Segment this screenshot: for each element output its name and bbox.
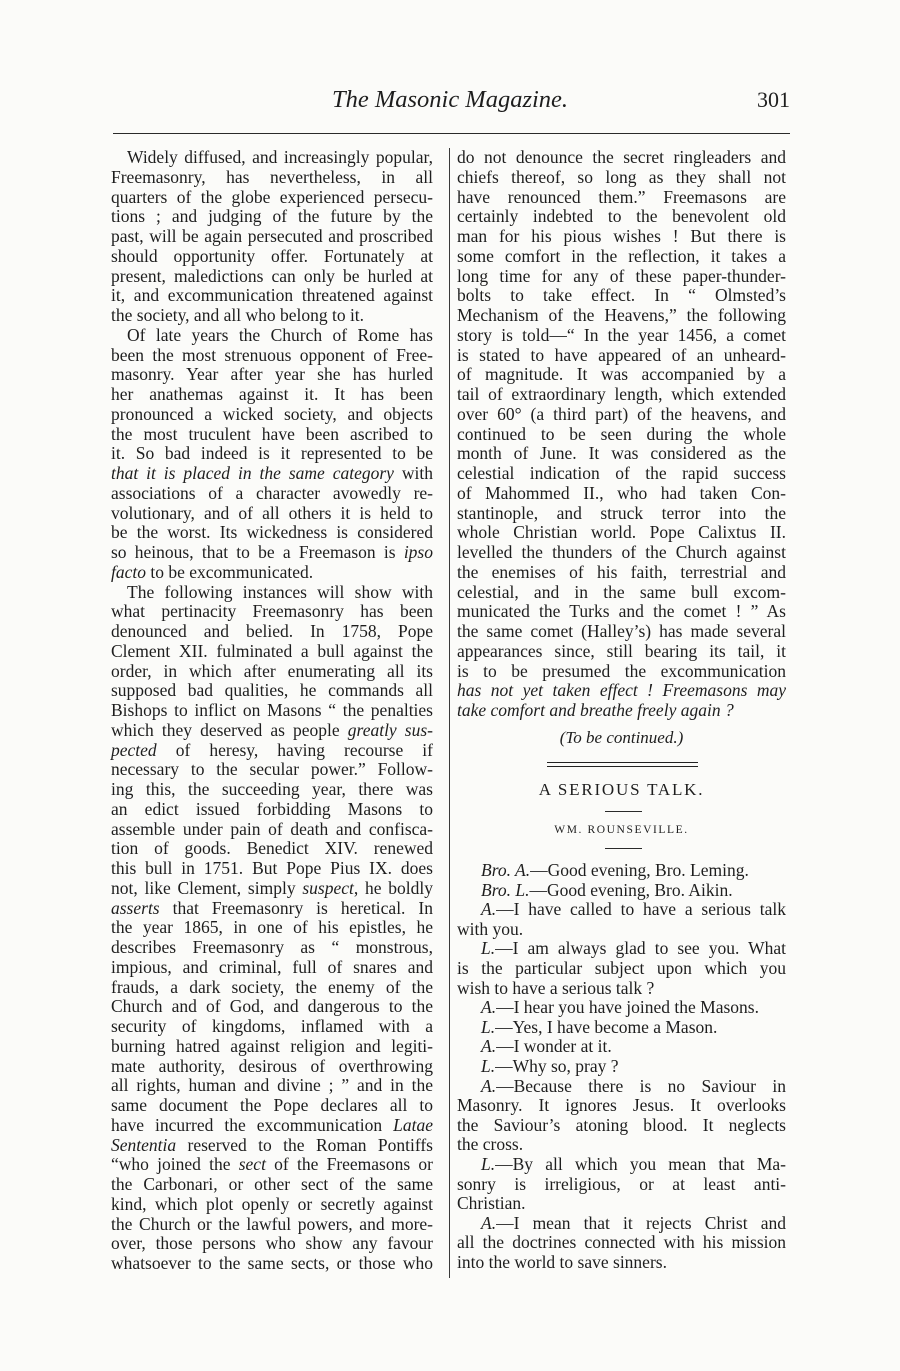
text-line	[111, 1234, 433, 1254]
text-run: have renounced them.” Freemasons are	[457, 186, 786, 207]
text-run: Bishops to inflict on Masons “ the penalties	[111, 700, 433, 720]
text-run: Clement XII. fulminated a bull against the	[111, 640, 433, 661]
text-line	[457, 267, 786, 287]
text-line	[111, 958, 433, 978]
text-line	[111, 1175, 433, 1195]
text-run: with you.	[457, 918, 524, 939]
paragraph	[457, 1037, 786, 1057]
text-run: Freemasonry, has nevertheless, in all	[111, 166, 433, 187]
text-run: sonry is irreligious, or at least anti-	[457, 1173, 786, 1194]
italic-run: A.	[481, 1075, 497, 1096]
text-run: celestial indication of the rapid success	[457, 463, 786, 483]
text-line	[111, 207, 433, 227]
text-line	[457, 148, 786, 168]
italic-run: A.	[481, 997, 497, 1018]
text-run: this bull in 1751. But Pope Pius IX. does	[111, 858, 433, 878]
text-line	[457, 622, 786, 642]
right-column-continuation	[457, 148, 786, 721]
italic-run: Latae	[393, 1114, 433, 1135]
text-run: —I have called to have a serious talk	[496, 899, 786, 920]
text-run: volutionary, and of all others it is held to	[111, 502, 433, 523]
text-line	[111, 1254, 433, 1274]
text-line	[111, 306, 433, 326]
paragraph	[457, 148, 786, 721]
text-line	[111, 1057, 433, 1077]
italic-run: sect	[238, 1154, 266, 1175]
text-run: quarters of the globe experienced persecu-	[111, 186, 433, 207]
italic-run: L.	[481, 938, 496, 959]
text-run: Masonry. It ignores Jesus. It overlooks	[457, 1095, 786, 1116]
paragraph	[111, 148, 433, 326]
text-line	[457, 1233, 786, 1253]
paragraph	[457, 881, 786, 901]
paragraph	[457, 1214, 786, 1273]
text-line	[111, 168, 433, 188]
text-line	[111, 760, 433, 780]
text-line	[457, 861, 786, 881]
italic-run: asserts	[111, 897, 160, 918]
paragraph	[111, 326, 433, 583]
text-run: whole Christian world. Pope Calixtus II.	[457, 522, 786, 543]
text-run: man for his pious wishes ! But there is	[457, 226, 786, 246]
text-run: masonry. Year after year she has hurled	[111, 364, 433, 385]
text-run: associations of a character avowedly re-	[111, 482, 433, 503]
text-run: is stated to have appeared of an unheard-	[457, 344, 786, 365]
text-run: is the particular subject upon which you	[457, 957, 786, 978]
text-run: —I wonder at it.	[496, 1036, 612, 1057]
author-rule	[605, 848, 642, 849]
text-line	[111, 227, 433, 247]
text-line	[111, 879, 433, 899]
text-line	[111, 800, 433, 820]
text-line	[111, 286, 433, 306]
text-line	[457, 207, 786, 227]
column-divider	[449, 148, 450, 1278]
text-run: supposed bad qualities, he commands all	[111, 680, 433, 701]
text-run: some comfort in the reflection, it takes a	[457, 245, 786, 266]
italic-run: has not yet taken effect ! Freemasons may	[457, 680, 786, 701]
paragraph	[457, 1155, 786, 1214]
text-run: an edict issued forbidding Masons to	[111, 798, 433, 819]
text-run: the enemises of his faith, terrestrial and	[457, 561, 786, 582]
text-run: the year 1865, in one of his epistles, he	[111, 917, 433, 938]
text-run: burning hatred against religion and legiti-	[111, 1035, 433, 1056]
paragraph	[457, 998, 786, 1018]
text-line	[111, 1096, 433, 1116]
text-run: not, like Clement, simply	[111, 877, 303, 898]
text-run: the most truculent have been ascribed to	[111, 423, 433, 444]
text-run: —Why so, pray ?	[495, 1055, 619, 1076]
text-line	[457, 326, 786, 346]
text-run: —I mean that it rejects Christ and	[496, 1212, 786, 1233]
text-run: pronounced a wicked society, and objects	[111, 403, 433, 424]
text-line	[111, 405, 433, 425]
paragraph	[111, 583, 433, 1274]
article-title: A SERIOUS TALK.	[538, 780, 705, 799]
text-line	[111, 563, 433, 583]
text-run: month of June. It was considered as the	[457, 443, 786, 464]
text-run: , he boldly	[353, 877, 433, 898]
text-line	[457, 1018, 786, 1038]
text-line	[111, 662, 433, 682]
text-line	[457, 602, 786, 622]
text-line	[111, 1155, 433, 1175]
text-line	[111, 385, 433, 405]
paragraph	[457, 861, 786, 881]
text-line	[457, 444, 786, 464]
left-column	[111, 148, 433, 1274]
text-run: Mechanism of the Heavens,” the following	[457, 305, 786, 325]
text-line	[457, 662, 786, 682]
text-line	[111, 1215, 433, 1235]
text-run: it. So bad indeed is it represented to be	[111, 443, 433, 464]
text-line	[111, 701, 433, 721]
text-run: same document the Pope declares all to	[111, 1095, 433, 1115]
text-run: the Church or the lawful powers, and more-	[111, 1213, 433, 1234]
text-run: do not denounce the secret ringleaders and	[457, 147, 786, 167]
text-line	[457, 1175, 786, 1195]
text-run: with	[393, 463, 433, 483]
text-line	[457, 168, 786, 188]
text-run: Church and of God, and dangerous to the	[111, 996, 433, 1017]
italic-run: Bro. L.	[481, 879, 530, 900]
text-run: stantinople, and struck terror into the	[457, 502, 786, 523]
running-title: The Masonic Magazine.	[331, 86, 569, 113]
text-run: present, maledictions can only be hurled at	[111, 265, 433, 286]
text-line	[457, 979, 786, 999]
text-run: levelled the thunders of the Church against	[457, 542, 786, 562]
text-line	[457, 1037, 786, 1057]
text-run: security of kingdoms, inflamed with a	[111, 1016, 433, 1036]
text-line	[457, 464, 786, 484]
text-line	[111, 1037, 433, 1057]
text-line	[111, 1076, 433, 1096]
text-run: to be excommunicated.	[146, 561, 314, 582]
text-line	[111, 1136, 433, 1156]
text-line	[111, 188, 433, 208]
text-line	[111, 1195, 433, 1215]
text-line	[111, 365, 433, 385]
article-dialogue	[457, 861, 786, 1272]
text-run: tions ; and judging of the future by the	[111, 206, 433, 227]
text-line	[111, 425, 433, 445]
text-run: Widely diffused, and increasingly popular,	[127, 147, 433, 167]
text-line	[457, 247, 786, 267]
text-run: the Saviour’s atoning blood. It neglects	[457, 1114, 786, 1135]
double-rule-divider	[547, 762, 698, 767]
text-line	[457, 563, 786, 583]
text-run: over, those persons who show any favour	[111, 1233, 433, 1254]
text-line	[111, 918, 433, 938]
text-line	[457, 881, 786, 901]
text-run: —Good evening, Bro. Leming.	[530, 860, 749, 880]
text-run: of Mahommed II., who had taken Con-	[457, 482, 786, 503]
text-run: necessary to the secular power.” Follow-	[111, 759, 433, 780]
text-run: denounced and belied. In 1758, Pope	[111, 621, 433, 641]
text-line	[457, 681, 786, 701]
paragraph	[457, 1057, 786, 1077]
text-line	[457, 998, 786, 1018]
text-line	[457, 188, 786, 208]
text-line	[111, 148, 433, 168]
text-run: order, in which after enumerating all its	[111, 660, 433, 681]
text-line	[457, 642, 786, 662]
text-run: chiefs thereof, so long as they shall not	[457, 166, 786, 187]
text-run: into the world to save sinners.	[457, 1251, 667, 1272]
italic-run: A.	[481, 899, 497, 920]
text-line	[111, 504, 433, 524]
text-run: been the most strenuous opponent of Free-	[111, 344, 433, 365]
page-number: 301	[757, 87, 790, 112]
text-run: kind, which plot openly or secretly against	[111, 1193, 433, 1214]
text-line	[457, 900, 786, 920]
text-line	[457, 346, 786, 366]
article-author: WM. ROUNSEVILLE.	[554, 824, 689, 836]
text-run: continued to be seen during the whole	[457, 423, 786, 444]
header-rule	[113, 133, 790, 134]
text-line	[457, 227, 786, 247]
text-line	[111, 978, 433, 998]
text-line	[111, 997, 433, 1017]
text-line	[457, 959, 786, 979]
text-line	[111, 523, 433, 543]
text-line	[457, 1155, 786, 1175]
text-run: over 60° (a third part) of the heavens, and	[457, 403, 786, 424]
text-run: the same comet (Halley’s) has made several	[457, 621, 786, 641]
italic-run: take comfort and breathe freely again ?	[457, 700, 734, 720]
text-run: past, will be again persecuted and proscribed	[111, 226, 433, 246]
text-run: that Freemasonry is heretical. In	[159, 897, 433, 918]
paragraph	[457, 900, 786, 939]
italic-run: pected	[111, 739, 157, 760]
text-run: Christian.	[457, 1193, 526, 1214]
italic-run: A.	[481, 1036, 497, 1057]
text-line	[457, 504, 786, 524]
text-line	[111, 583, 433, 603]
text-line	[111, 820, 433, 840]
paragraph	[457, 939, 786, 998]
text-line	[457, 1116, 786, 1136]
text-line	[111, 622, 433, 642]
text-line	[457, 543, 786, 563]
italic-run: Bro. A.	[481, 860, 531, 880]
paragraph	[457, 1077, 786, 1155]
italic-run: suspect	[302, 877, 354, 898]
text-run: the Carbonari, or other sect of the same	[111, 1174, 433, 1194]
text-line	[457, 1194, 786, 1214]
text-run: —By all which you mean that Ma-	[495, 1153, 786, 1174]
text-line	[111, 543, 433, 563]
text-line	[457, 1135, 786, 1155]
text-line	[457, 405, 786, 425]
text-run: of heresy, having recourse if	[156, 739, 433, 760]
text-run: Of late years the Church of Rome has	[127, 324, 433, 345]
text-line	[111, 899, 433, 919]
text-line	[457, 939, 786, 959]
text-run: the cross.	[457, 1134, 524, 1155]
text-run: be the worst. Its wickedness is considered	[111, 522, 433, 543]
text-line	[111, 444, 433, 464]
text-run: —Yes, I have become a Mason.	[495, 1016, 718, 1037]
text-line	[111, 859, 433, 879]
italic-run: greatly sus-	[347, 719, 433, 740]
text-run: appearances since, still bearing its tail, it	[457, 640, 786, 661]
text-line	[457, 1096, 786, 1116]
text-line	[111, 839, 433, 859]
text-line	[457, 306, 786, 326]
text-run: all rights, human and divine ; ” and in the	[111, 1075, 433, 1096]
text-line	[457, 286, 786, 306]
text-line	[457, 425, 786, 445]
text-run: what pertinacity Freemasonry has been	[111, 601, 433, 622]
text-line	[457, 1214, 786, 1234]
text-run: it, and excommunication threatened against	[111, 285, 433, 306]
text-run: certainly indebted to the benevolent old	[457, 206, 786, 227]
text-run: which they deserved as people	[111, 719, 348, 740]
text-run: wish to have a serious talk ?	[457, 977, 655, 998]
italic-run: Sententia	[111, 1134, 177, 1155]
text-line	[111, 1116, 433, 1136]
italic-run: L.	[481, 1153, 496, 1174]
text-run: impious, and criminal, full of snares and	[111, 956, 433, 977]
text-run: have incurred the excommunication	[111, 1114, 394, 1135]
text-line	[111, 247, 433, 267]
italic-run: ipso	[403, 542, 433, 562]
paragraph	[457, 1018, 786, 1038]
text-run: is to be presumed the excommunication	[457, 660, 786, 681]
text-line	[111, 346, 433, 366]
text-run: whatsoever to the same sects, or those who	[111, 1253, 433, 1273]
title-rule	[605, 811, 642, 812]
text-run: assemble under pain of death and confisca-	[111, 818, 433, 839]
text-run: so heinous, that to be a Freemason is	[111, 542, 404, 562]
text-line	[111, 267, 433, 287]
text-run: should opportunity offer. Fortunately at	[111, 245, 433, 266]
text-line	[457, 523, 786, 543]
text-line	[111, 780, 433, 800]
text-run: —Because there is no Saviour in	[496, 1075, 786, 1096]
text-run: —I hear you have joined the Masons.	[496, 997, 759, 1018]
italic-run: L.	[481, 1055, 496, 1076]
italic-run: facto	[111, 561, 146, 582]
text-run: reserved to the Roman Pontiffs	[176, 1134, 433, 1155]
text-run: ing this, the succeeding year, there was	[111, 779, 433, 799]
italic-run: that it is placed in the same category	[111, 463, 394, 483]
text-run: —I am always glad to see you. What	[495, 938, 786, 959]
text-run: tion of goods. Benedict XIV. renewed	[111, 838, 433, 859]
text-run: celestial, and in the same bull excom-	[457, 581, 786, 602]
text-run: of magnitude. It was accompanied by a	[457, 364, 786, 385]
text-line	[111, 326, 433, 346]
text-line	[457, 701, 786, 721]
text-line	[457, 1077, 786, 1097]
text-line	[457, 385, 786, 405]
text-line	[111, 721, 433, 741]
text-run: long time for any of these paper-thunder-	[457, 265, 786, 286]
text-line	[457, 365, 786, 385]
text-run: “who joined the	[111, 1154, 239, 1175]
text-run: frauds, a dark society, the enemy of the	[111, 976, 433, 997]
text-line	[457, 920, 786, 940]
text-line	[457, 1253, 786, 1273]
text-line	[111, 741, 433, 761]
text-run: The following instances will show with	[127, 581, 433, 602]
text-run: —Good evening, Bro. Aikin.	[529, 879, 733, 900]
text-run: municated the Turks and the comet ! ” As	[457, 601, 786, 622]
text-line	[457, 1057, 786, 1077]
text-line	[457, 484, 786, 504]
text-run: of the Freemasons or	[265, 1154, 433, 1175]
text-run: all the doctrines connected with his mission	[457, 1232, 786, 1253]
italic-run: L.	[481, 1016, 496, 1037]
text-line	[457, 583, 786, 603]
italic-run: A.	[481, 1212, 497, 1233]
text-run: the society, and all who belong to it.	[111, 305, 365, 325]
text-line	[111, 681, 433, 701]
text-line	[111, 642, 433, 662]
text-run: describes Freemasonry as “ monstrous,	[111, 937, 433, 957]
text-line	[111, 938, 433, 958]
text-run: tail of extraordinary length, which extended	[457, 384, 786, 404]
continued-note: (To be continued.)	[559, 728, 684, 747]
text-line	[111, 1017, 433, 1037]
text-run: story is told—“ In the year 1456, a comet	[457, 324, 786, 345]
text-line	[111, 602, 433, 622]
text-line	[111, 484, 433, 504]
text-run: her anathemas against it. It has been	[111, 384, 433, 404]
text-run: bolts to take effect. In “ Olmsted’s	[457, 285, 786, 306]
text-run: mate authority, desirous of overthrowing	[111, 1055, 433, 1076]
text-line	[111, 464, 433, 484]
